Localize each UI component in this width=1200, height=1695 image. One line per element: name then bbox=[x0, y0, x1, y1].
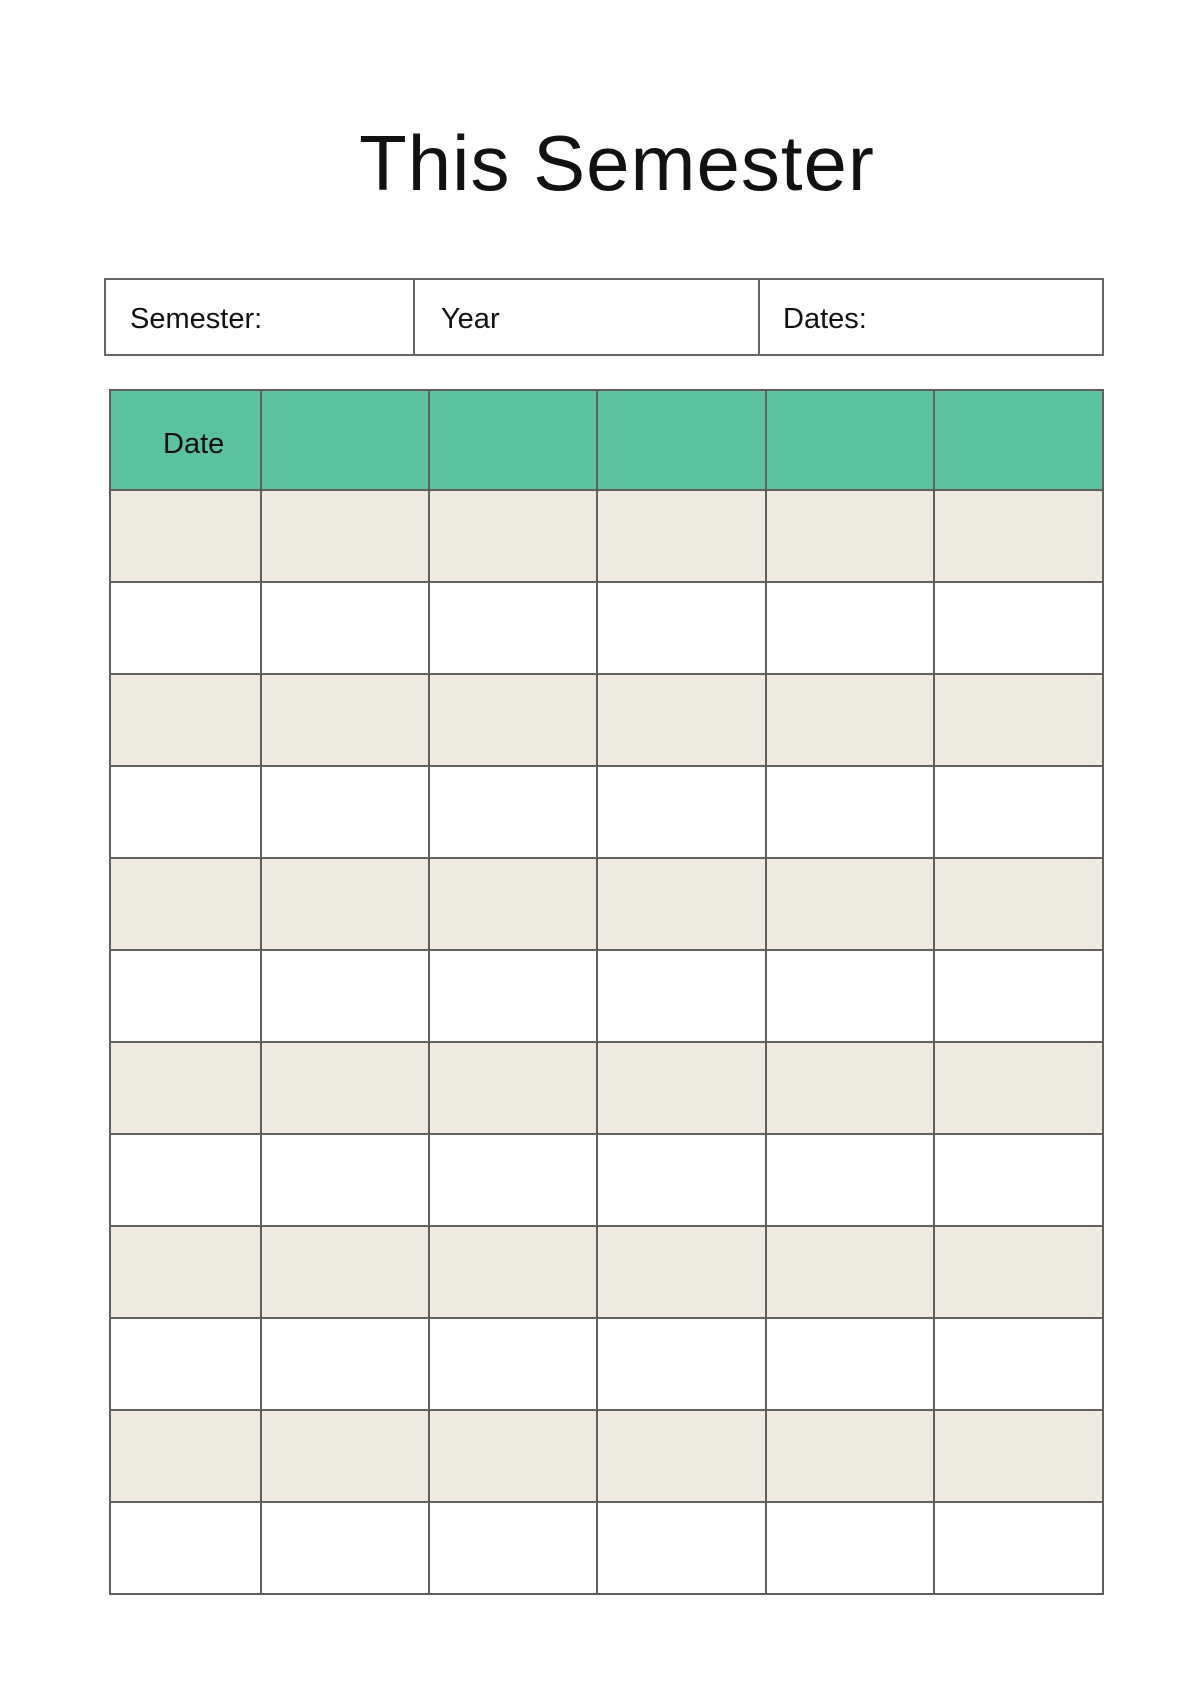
table-cell[interactable] bbox=[934, 950, 1103, 1042]
table-row bbox=[110, 1042, 1103, 1134]
table-cell[interactable] bbox=[261, 582, 429, 674]
table-cell[interactable] bbox=[429, 1042, 597, 1134]
semester-field[interactable]: Semester: bbox=[106, 280, 415, 354]
table-cell[interactable] bbox=[429, 1410, 597, 1502]
year-field[interactable]: Year bbox=[415, 280, 760, 354]
table-cell[interactable] bbox=[110, 950, 261, 1042]
table-cell[interactable] bbox=[429, 490, 597, 582]
table-row bbox=[110, 1318, 1103, 1410]
table-cell[interactable] bbox=[766, 674, 934, 766]
table-cell[interactable] bbox=[429, 858, 597, 950]
table-cell[interactable] bbox=[597, 1502, 766, 1594]
table-cell[interactable] bbox=[597, 950, 766, 1042]
table-cell[interactable] bbox=[597, 1318, 766, 1410]
table-cell[interactable] bbox=[110, 490, 261, 582]
table-cell[interactable] bbox=[261, 950, 429, 1042]
table-cell[interactable] bbox=[110, 1318, 261, 1410]
table-cell[interactable] bbox=[766, 1410, 934, 1502]
table-cell[interactable] bbox=[261, 490, 429, 582]
table-cell[interactable] bbox=[766, 1502, 934, 1594]
table-cell[interactable] bbox=[261, 1502, 429, 1594]
table-row bbox=[110, 490, 1103, 582]
table-cell[interactable] bbox=[766, 858, 934, 950]
table-row bbox=[110, 1502, 1103, 1594]
table-cell[interactable] bbox=[110, 674, 261, 766]
table-cell[interactable] bbox=[261, 1318, 429, 1410]
table-row bbox=[110, 1226, 1103, 1318]
table-cell[interactable] bbox=[934, 1042, 1103, 1134]
header-cell[interactable] bbox=[597, 390, 766, 490]
table-cell[interactable] bbox=[429, 1502, 597, 1594]
table-cell[interactable] bbox=[110, 1410, 261, 1502]
dates-field[interactable]: Dates: bbox=[783, 302, 867, 335]
table-cell[interactable] bbox=[934, 1502, 1103, 1594]
table-cell[interactable] bbox=[766, 1226, 934, 1318]
table-cell[interactable] bbox=[597, 490, 766, 582]
table-cell[interactable] bbox=[110, 582, 261, 674]
table-cell[interactable] bbox=[261, 674, 429, 766]
table-cell[interactable] bbox=[934, 1134, 1103, 1226]
table-cell[interactable] bbox=[597, 582, 766, 674]
table-cell[interactable] bbox=[261, 858, 429, 950]
table-cell[interactable] bbox=[766, 1042, 934, 1134]
table-cell[interactable] bbox=[261, 1134, 429, 1226]
table-row bbox=[110, 1134, 1103, 1226]
table-cell[interactable] bbox=[597, 1226, 766, 1318]
table-cell[interactable] bbox=[597, 674, 766, 766]
table-cell[interactable] bbox=[110, 858, 261, 950]
table-cell[interactable] bbox=[261, 1226, 429, 1318]
table-cell[interactable] bbox=[429, 766, 597, 858]
header-cell[interactable]: Date bbox=[110, 390, 261, 490]
header-cell[interactable] bbox=[934, 390, 1103, 490]
table-cell[interactable] bbox=[934, 766, 1103, 858]
table-cell[interactable] bbox=[429, 1134, 597, 1226]
table-cell[interactable] bbox=[766, 950, 934, 1042]
table-cell[interactable] bbox=[597, 1042, 766, 1134]
table-cell[interactable] bbox=[429, 1318, 597, 1410]
table-cell[interactable] bbox=[597, 1410, 766, 1502]
table-cell[interactable] bbox=[766, 582, 934, 674]
header-cell[interactable] bbox=[766, 390, 934, 490]
table-cell[interactable] bbox=[766, 490, 934, 582]
table-cell[interactable] bbox=[110, 766, 261, 858]
table-cell[interactable] bbox=[934, 674, 1103, 766]
table-row bbox=[110, 674, 1103, 766]
table-cell[interactable] bbox=[429, 674, 597, 766]
table-cell[interactable] bbox=[261, 1042, 429, 1134]
table-cell[interactable] bbox=[110, 1134, 261, 1226]
table-cell[interactable] bbox=[429, 950, 597, 1042]
table-row bbox=[110, 858, 1103, 950]
table-cell[interactable] bbox=[261, 1410, 429, 1502]
semester-info-box bbox=[104, 278, 1104, 356]
table-cell[interactable] bbox=[934, 1318, 1103, 1410]
table-cell[interactable] bbox=[110, 1226, 261, 1318]
table-cell[interactable] bbox=[934, 1410, 1103, 1502]
header-cell[interactable] bbox=[261, 390, 429, 490]
table-cell[interactable] bbox=[597, 766, 766, 858]
table-cell[interactable] bbox=[766, 1134, 934, 1226]
table-cell[interactable] bbox=[934, 582, 1103, 674]
table-cell[interactable] bbox=[110, 1502, 261, 1594]
table-cell[interactable] bbox=[934, 1226, 1103, 1318]
table-cell[interactable] bbox=[597, 858, 766, 950]
table-row bbox=[110, 950, 1103, 1042]
table-cell[interactable] bbox=[934, 858, 1103, 950]
table-row bbox=[110, 582, 1103, 674]
table-cell[interactable] bbox=[597, 1134, 766, 1226]
table-cell[interactable] bbox=[766, 766, 934, 858]
header-row bbox=[110, 390, 1103, 490]
table-cell[interactable] bbox=[766, 1318, 934, 1410]
table-cell[interactable] bbox=[110, 1042, 261, 1134]
header-cell[interactable] bbox=[429, 390, 597, 490]
table-cell[interactable] bbox=[429, 1226, 597, 1318]
table-row bbox=[110, 766, 1103, 858]
table-row bbox=[110, 1410, 1103, 1502]
table-cell[interactable] bbox=[261, 766, 429, 858]
table-cell[interactable] bbox=[429, 582, 597, 674]
schedule-table bbox=[109, 389, 1104, 1595]
page-title: This Semester bbox=[359, 119, 875, 207]
table-cell[interactable] bbox=[934, 490, 1103, 582]
